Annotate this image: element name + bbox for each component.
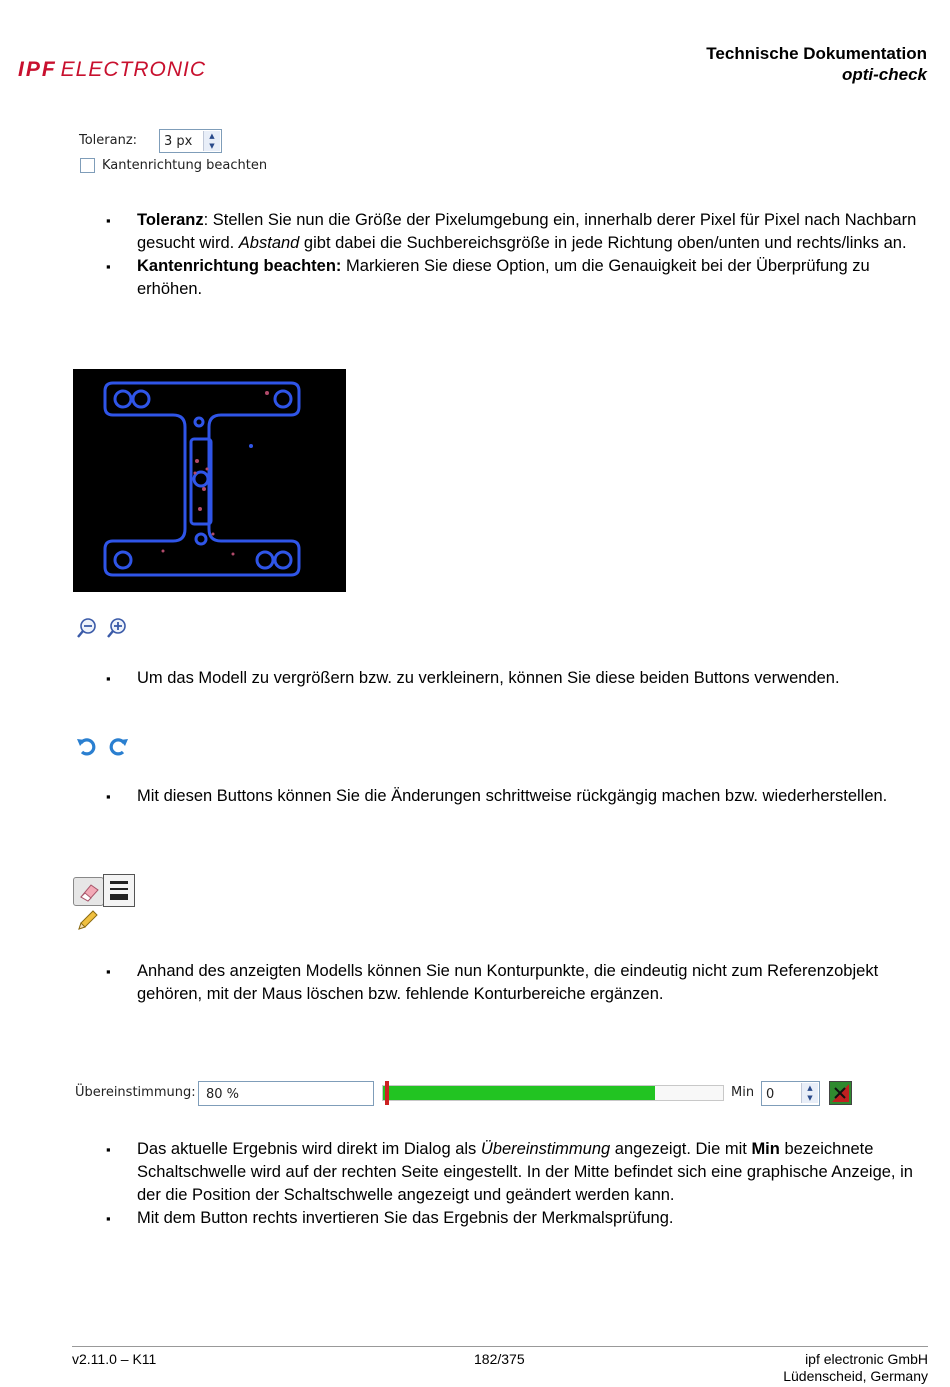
threshold-marker[interactable] xyxy=(385,1081,389,1105)
match-value-field: 80 % xyxy=(198,1081,374,1106)
footer-rule xyxy=(72,1346,928,1347)
undo-icon[interactable] xyxy=(76,735,98,762)
pencil-icon[interactable] xyxy=(75,909,99,938)
list-item: ▪ Das aktuelle Ergebnis wird direkt im Dialog als Übereinstimmung angezeigt. Die mit Min bezeichnete Schaltschwelle wird auf der rechten Seite eingestellt. In der Mitte befindet sich eine graphische Anzeige, in der die Position der Schaltschwelle angezeigt und geändert werden kann. xyxy=(106,1138,930,1207)
contour-model-image xyxy=(73,369,346,592)
footer-company: ipf electronic GmbH Lüdenscheid, Germany xyxy=(783,1351,928,1384)
contour-model-drawing xyxy=(73,369,346,592)
doc-title: Technische Dokumentation xyxy=(706,44,927,63)
tolerance-value[interactable]: 3 px xyxy=(164,134,193,149)
fill-tool-icon[interactable] xyxy=(103,874,135,907)
invert-result-button[interactable] xyxy=(829,1081,852,1105)
tolerance-label: Toleranz: xyxy=(79,133,138,148)
list-item: ▪ Um das Modell zu vergrößern bzw. zu verkleinern, können Sie diese beiden Buttons verwenden. xyxy=(106,667,930,690)
edge-direction-label: Kantenrichtung beachten xyxy=(102,158,268,173)
list-item: ▪ Anhand des anzeigten Modells können Sie nun Konturpunkte, die eindeutig nicht zum Referenzobjekt gehören, mit der Maus löschen bzw. fehlende Konturbereiche ergänzen. xyxy=(106,960,930,1006)
min-value[interactable]: 0 xyxy=(766,1087,775,1102)
eraser-icon[interactable] xyxy=(73,877,104,906)
list-item: ▪ Toleranz: Stellen Sie nun die Größe der Pixelumgebung ein, innerhalb derer Pixel für Pixel nach Nachbarn gesucht wird. Abstand gibt dabei die Suchbereichsgröße in jede Richtung oben/unten und rechts/links an. xyxy=(106,209,930,255)
doc-subtitle: opti-check xyxy=(841,65,927,84)
redo-icon[interactable] xyxy=(107,735,129,762)
bullet-list-zoom xyxy=(106,667,930,690)
match-label: Übereinstimmung: xyxy=(75,1085,196,1100)
bullet-list-edit xyxy=(106,960,930,1006)
footer-page-number: 182/375 xyxy=(474,1351,525,1367)
threshold-bar[interactable] xyxy=(382,1085,724,1101)
list-item: ▪ Mit diesen Buttons können Sie die Änderungen schrittweise rückgängig machen bzw. wiederherstellen. xyxy=(106,785,930,808)
list-item: ▪ Kantenrichtung beachten: Markieren Sie diese Option, um die Genauigkeit bei der Überprüfung zu erhöhen. xyxy=(106,255,930,301)
zoom-out-icon[interactable] xyxy=(76,617,98,644)
spinner-arrows[interactable]: ▲ ▼ xyxy=(801,1083,818,1103)
threshold-bar-fill xyxy=(383,1086,655,1100)
spinner-arrows[interactable]: ▲ ▼ xyxy=(203,131,220,151)
list-item: ▪ Mit dem Button rechts invertieren Sie das Ergebnis der Merkmalsprüfung. xyxy=(106,1207,930,1230)
company-logo: IPF ELECTRONIC xyxy=(18,58,207,81)
bullet-list-match xyxy=(106,1138,930,1230)
min-spinbox[interactable] xyxy=(761,1081,820,1106)
invert-icon xyxy=(830,1082,851,1104)
footer-version: v2.11.0 – K11 xyxy=(72,1351,157,1367)
edge-direction-checkbox[interactable] xyxy=(80,158,95,173)
min-label: Min xyxy=(731,1085,755,1100)
bullet-list-tolerance xyxy=(106,209,930,301)
tolerance-spinbox[interactable] xyxy=(159,129,222,153)
document-header xyxy=(706,43,927,85)
bullet-list-undo xyxy=(106,785,930,808)
zoom-in-icon[interactable] xyxy=(106,617,128,644)
